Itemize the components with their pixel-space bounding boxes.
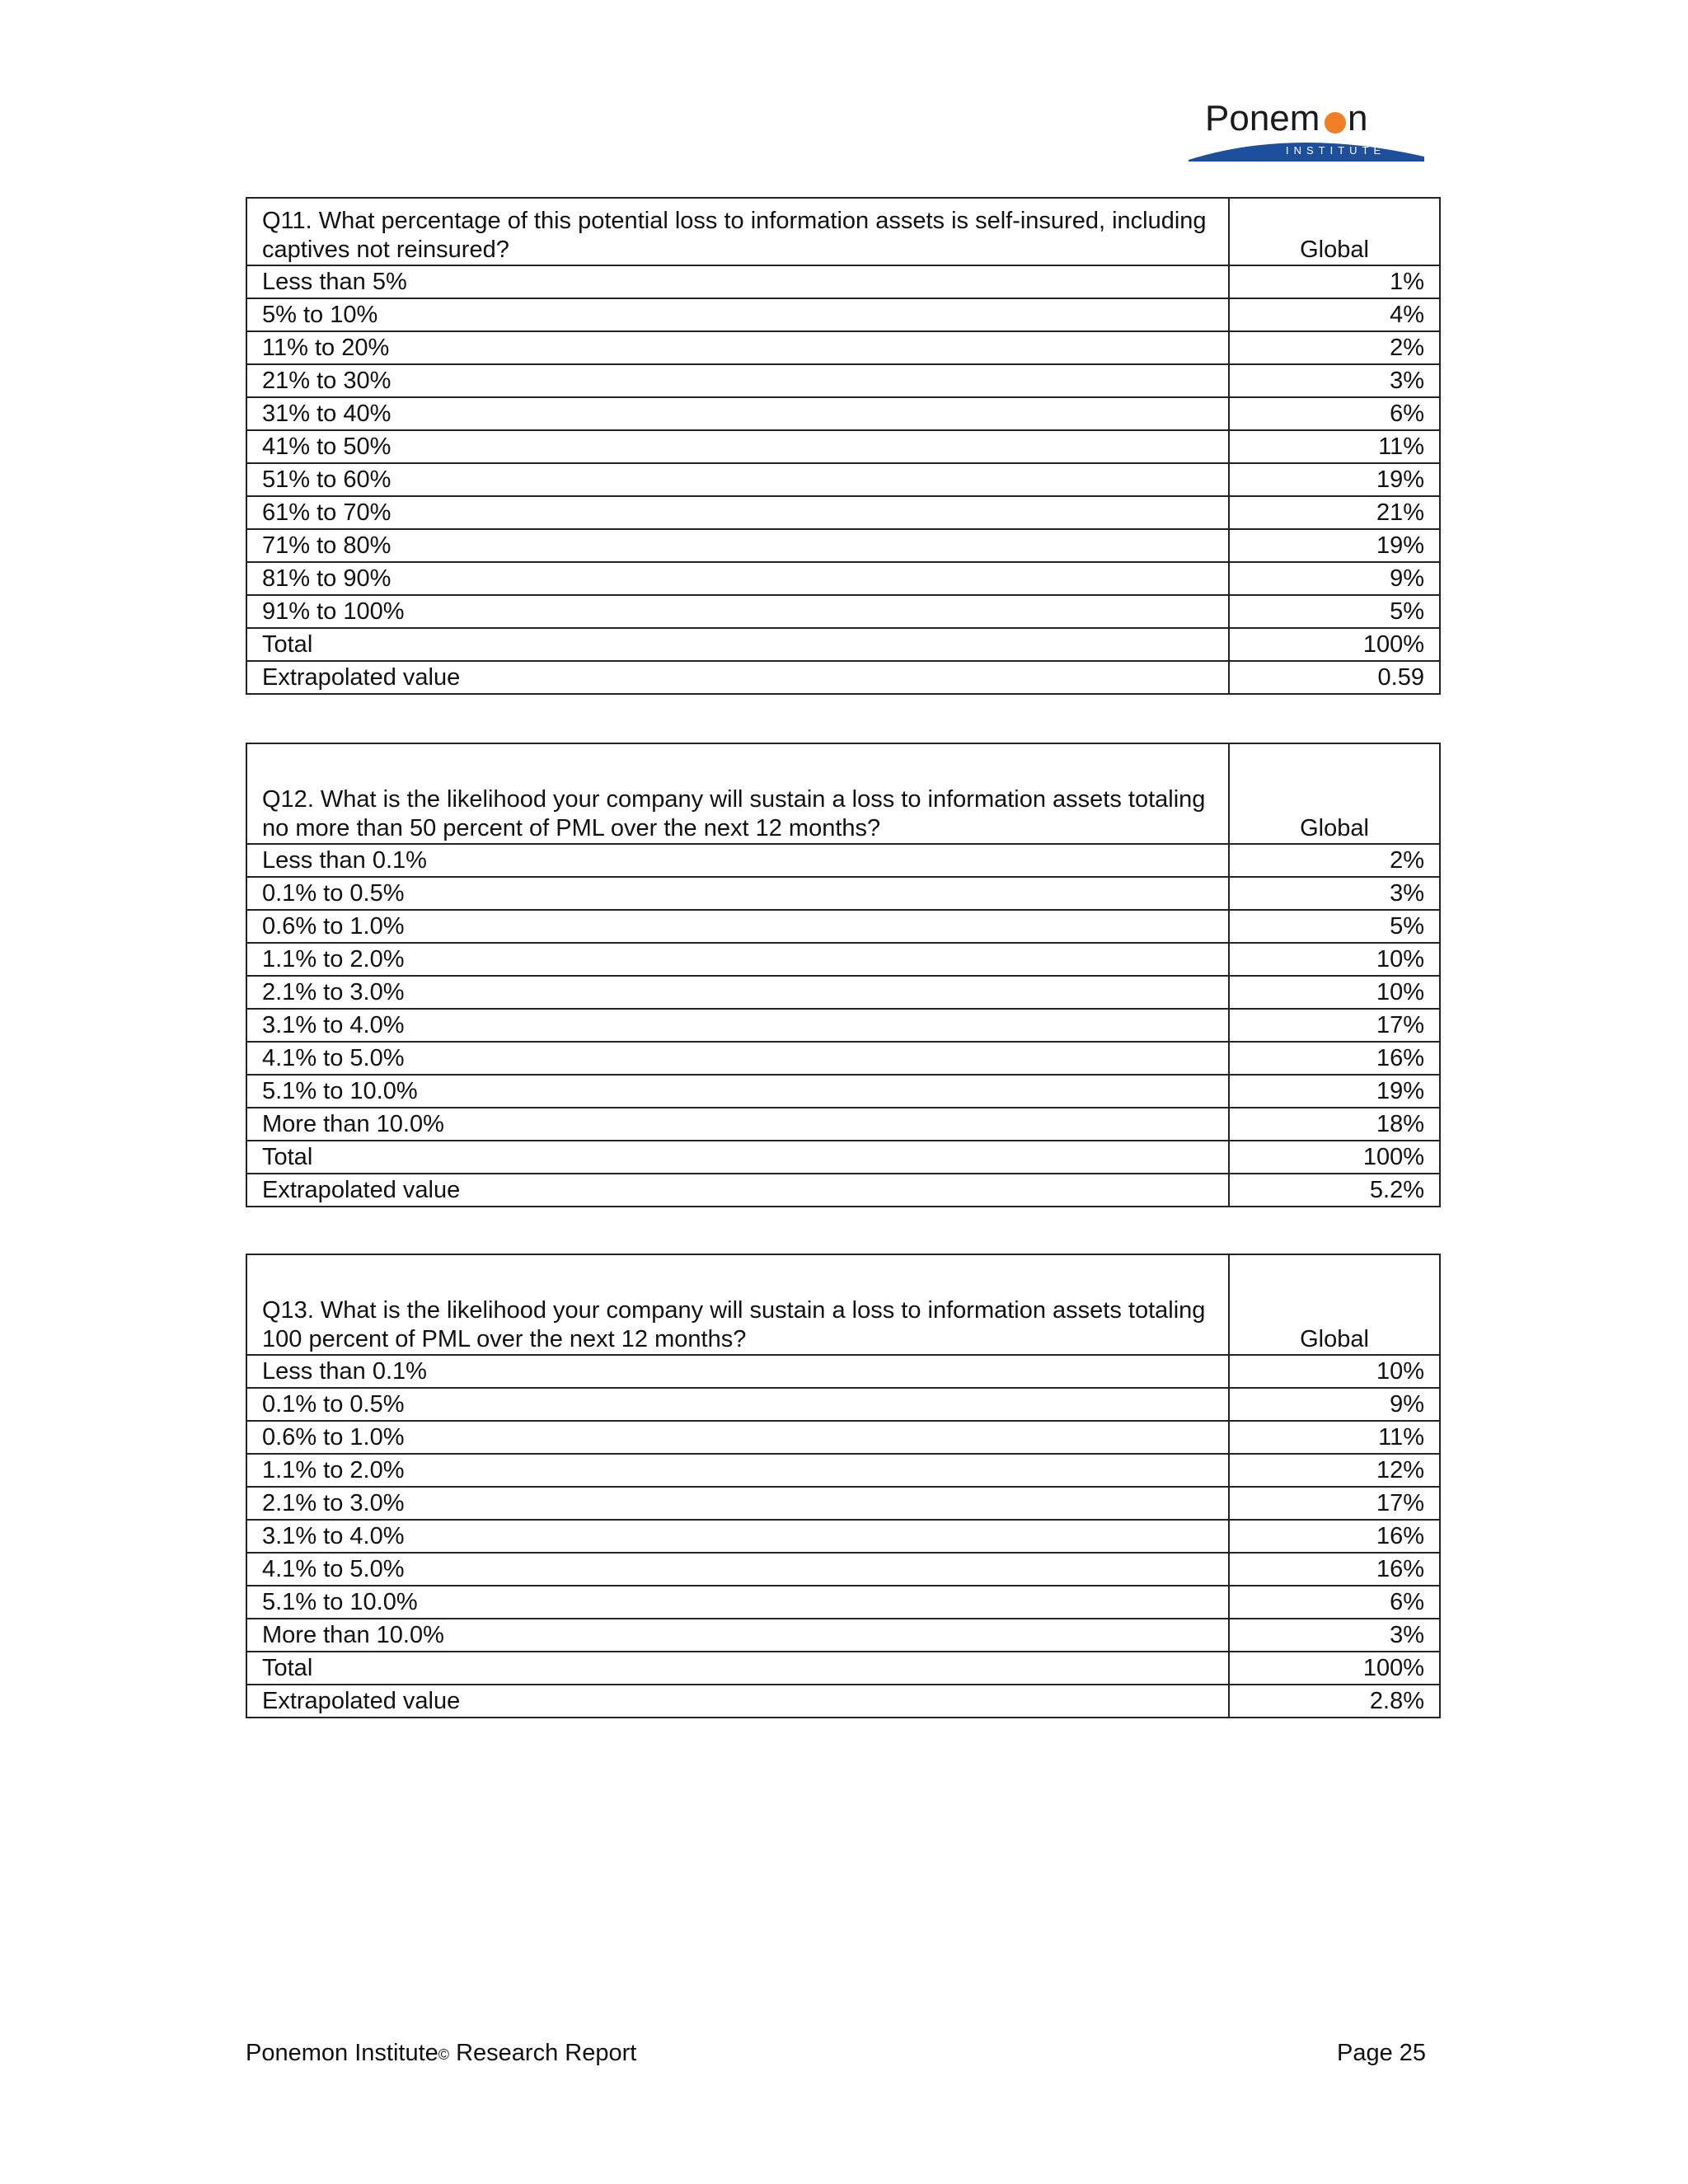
- row-value: 21%: [1229, 496, 1440, 529]
- row-label: Less than 5%: [246, 265, 1229, 298]
- row-label: 5.1% to 10.0%: [246, 1586, 1229, 1619]
- row-value: 2%: [1229, 844, 1440, 877]
- row-label: More than 10.0%: [246, 1619, 1229, 1652]
- row-value: 10%: [1229, 943, 1440, 976]
- table-row: [246, 562, 1440, 595]
- row-label: 5.1% to 10.0%: [246, 1075, 1229, 1108]
- table-row: [246, 430, 1440, 463]
- row-label: 71% to 80%: [246, 529, 1229, 562]
- table-row: [246, 265, 1440, 298]
- row-label: 41% to 50%: [246, 430, 1229, 463]
- table-row: [246, 661, 1440, 694]
- row-value: 4%: [1229, 298, 1440, 331]
- row-label: 3.1% to 4.0%: [246, 1520, 1229, 1553]
- table-row: [246, 877, 1440, 910]
- row-label: 21% to 30%: [246, 364, 1229, 397]
- table-row: [246, 1174, 1440, 1207]
- footer-page-number: Page 25: [1337, 2040, 1427, 2066]
- row-value: 5%: [1229, 595, 1440, 628]
- column-header-global: Global: [1229, 743, 1440, 844]
- table-row: [246, 844, 1440, 877]
- table-row: [246, 1108, 1440, 1141]
- table-row: [246, 1454, 1440, 1487]
- ponemon-logo: [1187, 92, 1426, 166]
- row-value: 6%: [1229, 1586, 1440, 1619]
- row-value: 100%: [1229, 1652, 1440, 1685]
- row-label: Extrapolated value: [246, 1685, 1229, 1718]
- row-value: 11%: [1229, 430, 1440, 463]
- row-value: 10%: [1229, 1355, 1440, 1388]
- row-value: 16%: [1229, 1042, 1440, 1075]
- svg-text:Ponem: Ponem: [1205, 98, 1320, 138]
- row-value: 18%: [1229, 1108, 1440, 1141]
- table-row: [246, 397, 1440, 430]
- table-row: [246, 529, 1440, 562]
- row-label: 0.6% to 1.0%: [246, 910, 1229, 943]
- table-row: [246, 976, 1440, 1009]
- row-value: 100%: [1229, 628, 1440, 661]
- row-value: 2%: [1229, 331, 1440, 364]
- row-value: 2.8%: [1229, 1685, 1440, 1718]
- table-header-row: [246, 1254, 1440, 1355]
- table-row: [246, 943, 1440, 976]
- row-label: 81% to 90%: [246, 562, 1229, 595]
- row-label: 11% to 20%: [246, 331, 1229, 364]
- row-label: Less than 0.1%: [246, 1355, 1229, 1388]
- table-row: [246, 1355, 1440, 1388]
- svg-text:n: n: [1348, 98, 1368, 138]
- row-label: More than 10.0%: [246, 1108, 1229, 1141]
- table-body: [246, 198, 1440, 694]
- row-value: 10%: [1229, 976, 1440, 1009]
- table-row: [246, 1141, 1440, 1174]
- table-body: [246, 1254, 1440, 1718]
- row-label: Total: [246, 628, 1229, 661]
- question-text: Q11. What percentage of this potential loss to information assets is self-insured, including captives not reinsured?: [246, 198, 1229, 265]
- column-header-global: Global: [1229, 198, 1440, 265]
- table-row: [246, 1042, 1440, 1075]
- table-row: [246, 364, 1440, 397]
- row-label: Extrapolated value: [246, 661, 1229, 694]
- table-row: [246, 1487, 1440, 1520]
- row-label: Total: [246, 1652, 1229, 1685]
- table-row: [246, 1388, 1440, 1421]
- table-header-row: [246, 743, 1440, 844]
- table-row: [246, 1685, 1440, 1718]
- row-value: 6%: [1229, 397, 1440, 430]
- row-value: 5.2%: [1229, 1174, 1440, 1207]
- question-text: Q13. What is the likelihood your company will sustain a loss to information assets totaling 100 percent of PML over the next 12 months?: [246, 1254, 1229, 1355]
- table-row: [246, 628, 1440, 661]
- table-row: [246, 1652, 1440, 1685]
- row-label: 0.1% to 0.5%: [246, 877, 1229, 910]
- table-q13: [246, 1254, 1441, 1718]
- row-label: 31% to 40%: [246, 397, 1229, 430]
- copyright-symbol: ©: [438, 2046, 450, 2063]
- table-row: [246, 463, 1440, 496]
- row-label: 2.1% to 3.0%: [246, 976, 1229, 1009]
- row-value: 5%: [1229, 910, 1440, 943]
- row-value: 3%: [1229, 877, 1440, 910]
- table-row: [246, 910, 1440, 943]
- question-text: Q12. What is the likelihood your company will sustain a loss to information assets totaling no more than 50 percent of PML over the next 12 months?: [246, 743, 1229, 844]
- table-row: [246, 1586, 1440, 1619]
- table-row: [246, 331, 1440, 364]
- table-row: [246, 1421, 1440, 1454]
- row-label: 1.1% to 2.0%: [246, 943, 1229, 976]
- table-row: [246, 595, 1440, 628]
- row-label: 0.6% to 1.0%: [246, 1421, 1229, 1454]
- row-label: 3.1% to 4.0%: [246, 1009, 1229, 1042]
- table-row: [246, 298, 1440, 331]
- table-q11: [246, 197, 1441, 695]
- table-header-row: [246, 198, 1440, 265]
- table-row: [246, 1619, 1440, 1652]
- row-value: 16%: [1229, 1520, 1440, 1553]
- row-value: 0.59: [1229, 661, 1440, 694]
- row-label: 1.1% to 2.0%: [246, 1454, 1229, 1487]
- row-label: 4.1% to 5.0%: [246, 1042, 1229, 1075]
- row-label: 51% to 60%: [246, 463, 1229, 496]
- row-label: 2.1% to 3.0%: [246, 1487, 1229, 1520]
- footer-report-label: Research Report: [449, 2040, 637, 2066]
- row-value: 17%: [1229, 1009, 1440, 1042]
- row-value: 19%: [1229, 463, 1440, 496]
- row-value: 9%: [1229, 562, 1440, 595]
- footer-report-title: [246, 2040, 636, 2067]
- row-value: 19%: [1229, 529, 1440, 562]
- table-body: [246, 743, 1440, 1207]
- row-value: 3%: [1229, 364, 1440, 397]
- row-value: 100%: [1229, 1141, 1440, 1174]
- column-header-global: Global: [1229, 1254, 1440, 1355]
- row-label: 61% to 70%: [246, 496, 1229, 529]
- row-value: 11%: [1229, 1421, 1440, 1454]
- table-row: [246, 1075, 1440, 1108]
- table-row: [246, 1009, 1440, 1042]
- row-value: 12%: [1229, 1454, 1440, 1487]
- logo-subtitle: INSTITUTE: [1286, 144, 1386, 157]
- row-label: 4.1% to 5.0%: [246, 1553, 1229, 1586]
- table-row: [246, 1520, 1440, 1553]
- row-label: Extrapolated value: [246, 1174, 1229, 1207]
- row-value: 1%: [1229, 265, 1440, 298]
- table-row: [246, 496, 1440, 529]
- row-value: 19%: [1229, 1075, 1440, 1108]
- table-row: [246, 1553, 1440, 1586]
- row-value: 17%: [1229, 1487, 1440, 1520]
- row-label: 0.1% to 0.5%: [246, 1388, 1229, 1421]
- row-value: 3%: [1229, 1619, 1440, 1652]
- row-label: 5% to 10%: [246, 298, 1229, 331]
- row-label: Less than 0.1%: [246, 844, 1229, 877]
- row-value: 9%: [1229, 1388, 1440, 1421]
- footer-org: Ponemon Institute: [246, 2040, 438, 2066]
- table-q12: [246, 743, 1441, 1207]
- row-label: Total: [246, 1141, 1229, 1174]
- row-value: 16%: [1229, 1553, 1440, 1586]
- row-label: 91% to 100%: [246, 595, 1229, 628]
